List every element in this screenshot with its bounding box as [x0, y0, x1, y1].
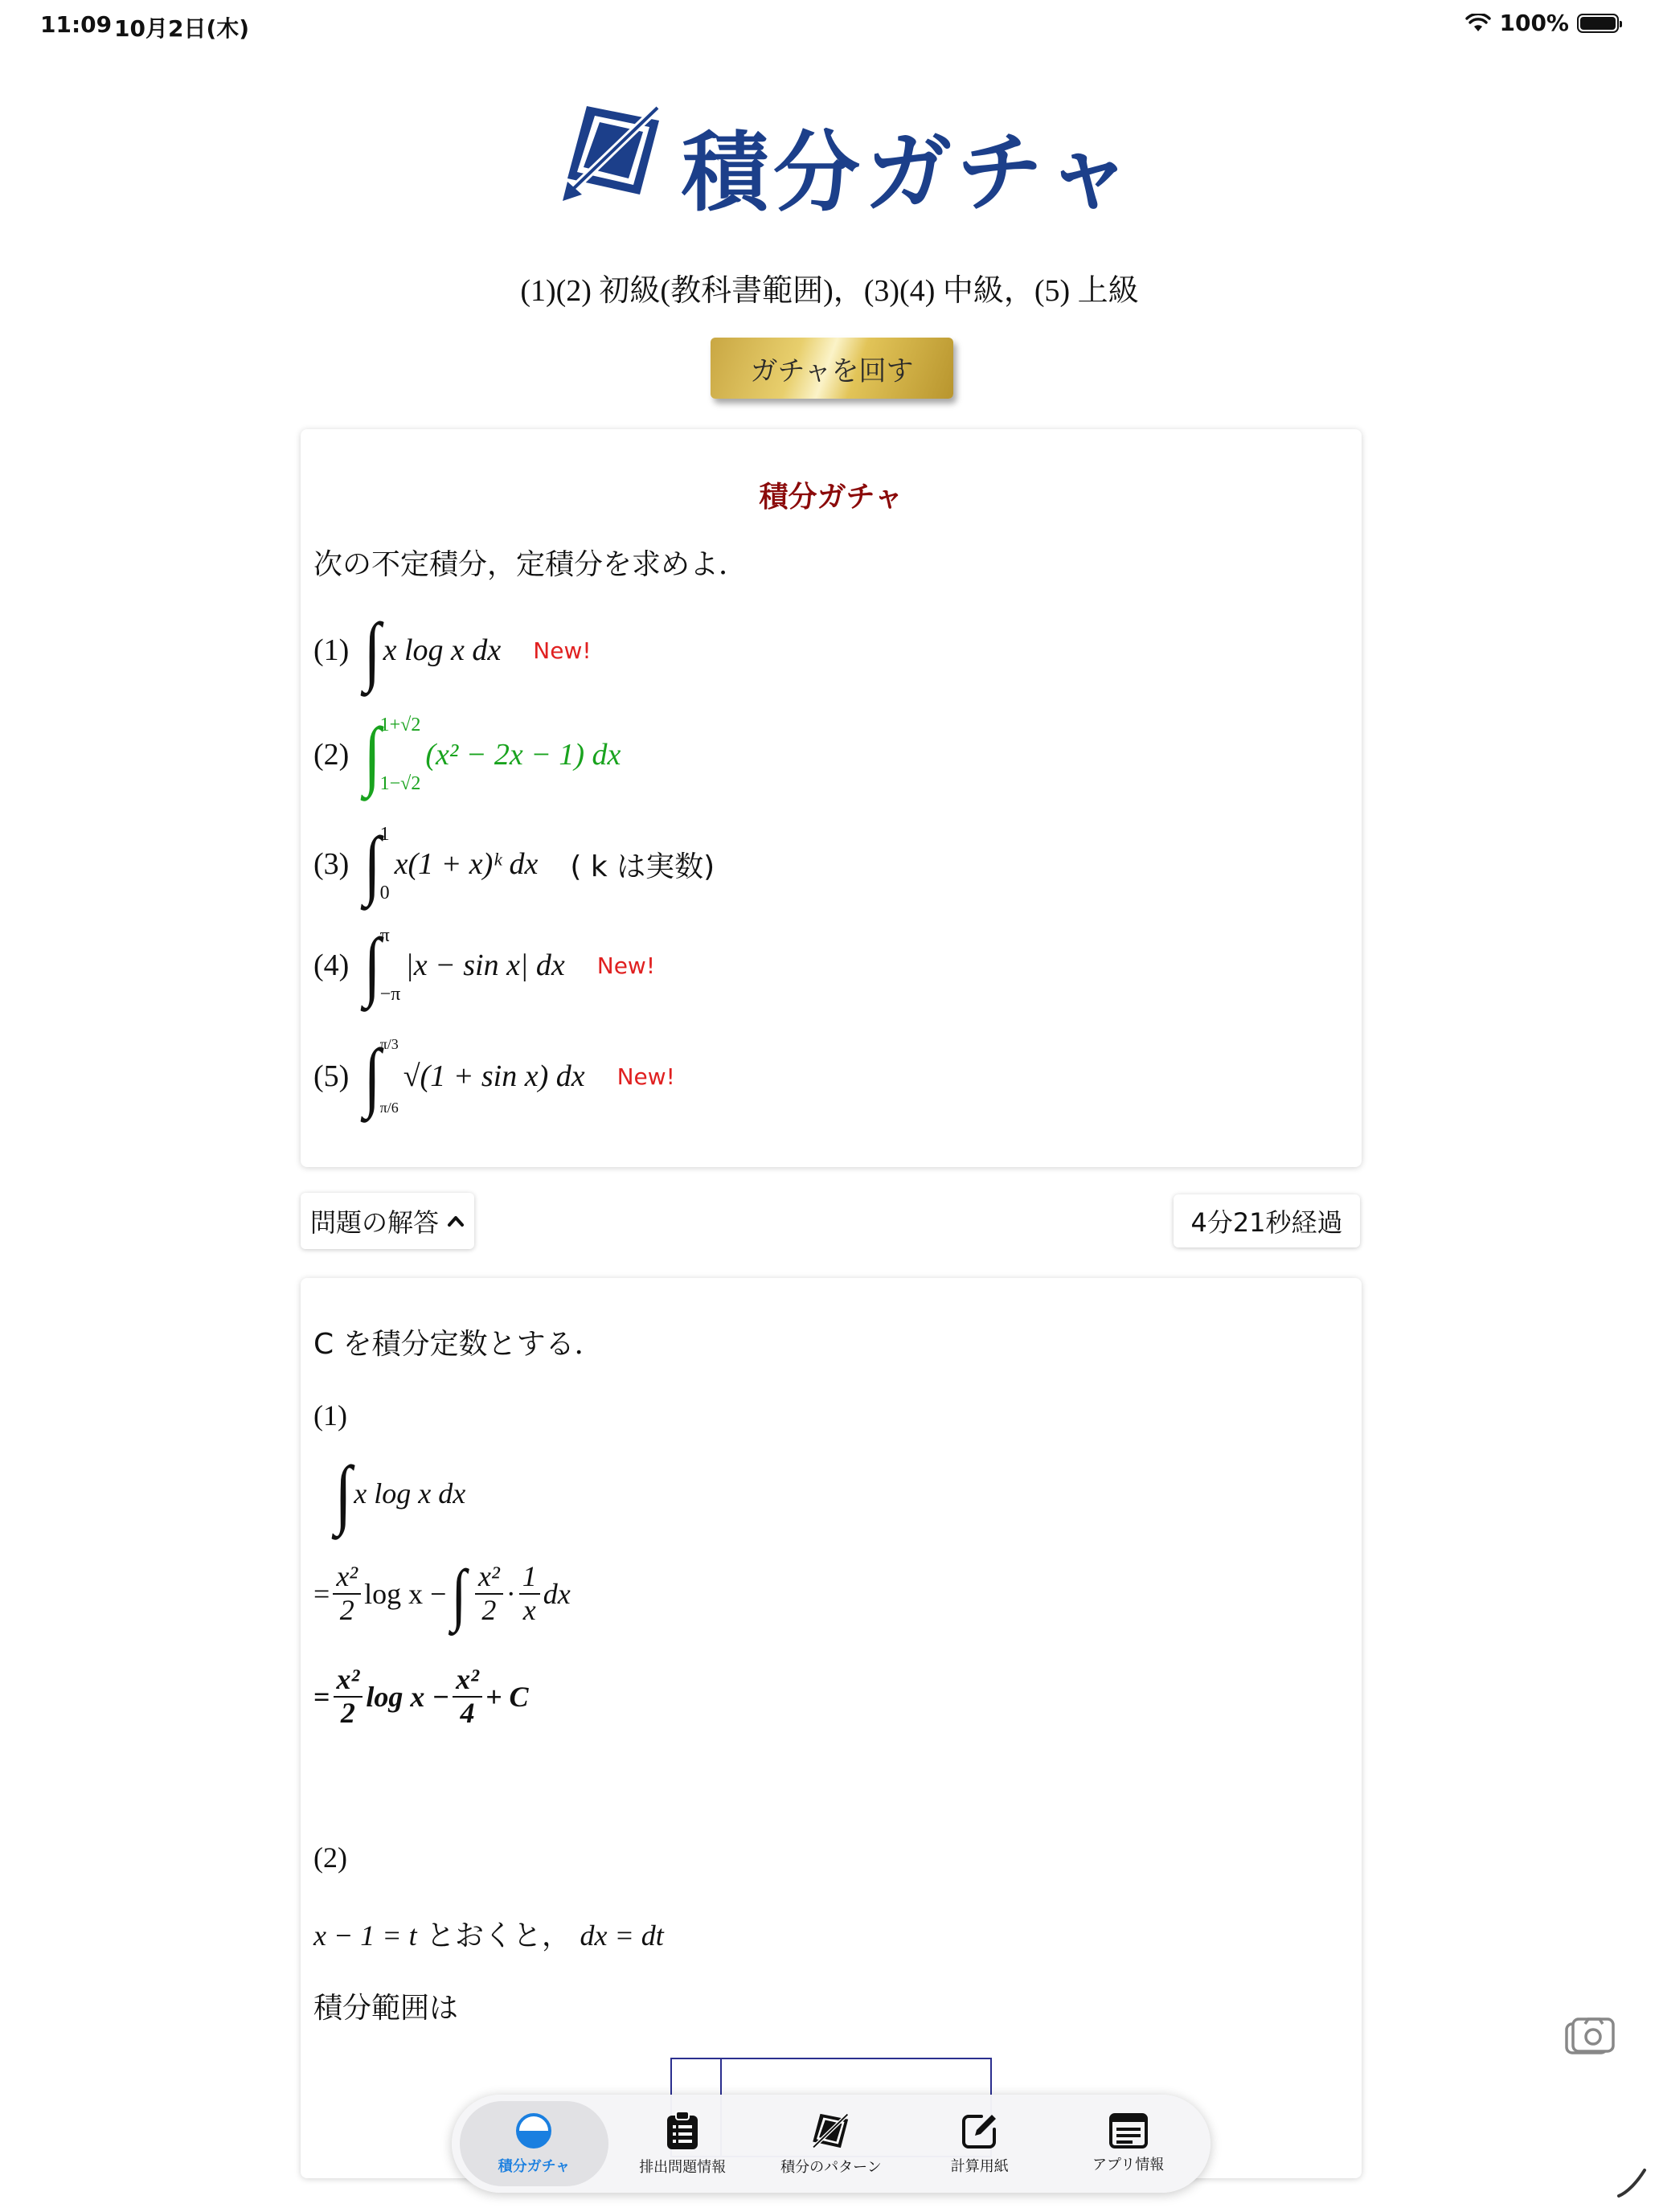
- integral-limits: [380, 715, 421, 795]
- tab-integral-patterns[interactable]: [757, 2101, 906, 2186]
- numerator: x²: [475, 1561, 503, 1595]
- solution-text: とおくと，: [426, 1919, 571, 1952]
- wifi-icon: [1465, 14, 1491, 33]
- lower-limit: 0: [379, 883, 390, 903]
- integral-sign: ∫: [363, 1033, 381, 1119]
- problem-number: (5): [313, 1059, 350, 1093]
- problem-expr: x log x dx: [383, 633, 502, 667]
- problem-3: [313, 820, 715, 908]
- pencil-stroke-icon: [1616, 2167, 1648, 2199]
- tab-label: アプリ情報: [1092, 2157, 1165, 2173]
- solution-intro: C を積分定数とする．: [313, 1328, 604, 1361]
- problem-4: [313, 921, 655, 1010]
- status-time: 11:09: [40, 11, 113, 38]
- fraction: [334, 1664, 363, 1729]
- tab-scratch-paper[interactable]: [905, 2101, 1054, 2186]
- numerator: x²: [334, 1664, 363, 1698]
- fraction: [475, 1561, 503, 1626]
- solution-expr: dx: [543, 1578, 571, 1610]
- elapsed-timer: 4分21秒経過: [1174, 1194, 1360, 1247]
- fraction: [453, 1664, 482, 1729]
- solution-p1-line2: [313, 1555, 571, 1632]
- problem-intro: 次の不定積分，定積分を求めよ．: [313, 548, 748, 581]
- chevron-up-icon: [447, 1215, 465, 1227]
- integral-limits: [380, 925, 401, 1006]
- solution-p1-label: (1): [313, 1399, 347, 1432]
- problem-number: (1): [313, 633, 350, 667]
- tab-label: 計算用紙: [950, 2158, 1009, 2175]
- numerator: x²: [453, 1664, 482, 1698]
- denominator: 2: [340, 1696, 355, 1729]
- cdot: ·: [506, 1578, 516, 1610]
- solution-expr: log x −: [364, 1578, 447, 1610]
- camera-icon[interactable]: [1564, 2016, 1616, 2058]
- upper-limit: π: [379, 925, 390, 946]
- new-badge: New!: [596, 952, 656, 979]
- problem-1: [313, 606, 592, 694]
- solution-p2-line2: 積分範囲は: [313, 1992, 459, 2025]
- solution-expr: + C: [485, 1680, 529, 1713]
- integral-sign: ∫: [334, 1450, 352, 1536]
- battery-icon: [1577, 14, 1619, 33]
- solution-p1-line3: [313, 1664, 528, 1729]
- numerator: 1: [519, 1561, 540, 1595]
- tab-integral-gacha[interactable]: [460, 2101, 608, 2186]
- equals-sign: =: [313, 1680, 330, 1713]
- tab-drawn-problems[interactable]: [608, 2101, 757, 2186]
- app-logo: [563, 95, 1137, 223]
- lower-limit: 1−√2: [379, 773, 421, 794]
- integral-sign: ∫: [363, 607, 381, 693]
- status-date: 10月2日(木): [114, 15, 250, 42]
- problem-5: [313, 1032, 675, 1120]
- tab-label: 積分ガチャ: [498, 2158, 571, 2175]
- problem-2: [313, 711, 621, 799]
- logo-mark-icon: [810, 2111, 852, 2151]
- solution-p2-line1: [313, 1913, 664, 1954]
- upper-limit: 1+√2: [379, 715, 421, 735]
- newspaper-icon: [1109, 2113, 1148, 2149]
- answer-toggle-label: 問題の解答: [309, 1207, 439, 1238]
- status-right: [1465, 10, 1619, 36]
- denominator: 2: [481, 1594, 497, 1626]
- tab-label: 排出問題情報: [639, 2159, 727, 2176]
- lower-limit: −π: [379, 984, 401, 1005]
- problem-card: [301, 429, 1362, 1167]
- solution-expr: dx = dt: [580, 1919, 664, 1952]
- denominator: x: [522, 1594, 536, 1626]
- clipboard-list-icon: [665, 2111, 700, 2151]
- upper-limit: 1: [379, 824, 390, 845]
- problem-number: (2): [313, 738, 350, 772]
- lower-limit: π/6: [379, 1100, 399, 1116]
- solution-expr: log x −: [366, 1680, 450, 1713]
- problem-expr: x(1 + x)ᵏ dx: [394, 847, 539, 881]
- battery-percent: 100%: [1499, 10, 1569, 36]
- numerator: x²: [333, 1561, 361, 1595]
- status-bar: [0, 0, 1659, 51]
- spin-gacha-button[interactable]: ガチャを回す: [711, 338, 953, 399]
- integral-sign: ∫: [363, 711, 381, 797]
- new-badge: New!: [533, 637, 592, 664]
- answer-toggle-button[interactable]: [301, 1193, 474, 1249]
- solution-p1-line1: [333, 1450, 466, 1536]
- problem-expr: |x − sin x| dx: [405, 948, 565, 982]
- integral-sign: ∫: [451, 1555, 467, 1632]
- new-badge: New!: [616, 1063, 675, 1090]
- solution-card: [301, 1278, 1362, 2178]
- integral-limits: [380, 1036, 399, 1116]
- denominator: 2: [339, 1594, 354, 1626]
- square-pencil-icon: [961, 2112, 999, 2150]
- level-subtitle: (1)(2) 初級(教科書範囲)，(3)(4) 中級，(5) 上級: [520, 274, 1139, 308]
- upper-limit: π/3: [379, 1036, 399, 1052]
- solution-expr: x log x dx: [354, 1477, 466, 1509]
- tab-label: 積分のパターン: [780, 2159, 882, 2176]
- tab-app-info[interactable]: [1054, 2101, 1202, 2186]
- fraction: [333, 1561, 361, 1626]
- problem-note: ( k は実数): [570, 850, 715, 883]
- problem-number: (3): [313, 847, 350, 881]
- tab-bar: [452, 2095, 1210, 2193]
- problem-expr: √(1 + sin x) dx: [403, 1059, 585, 1093]
- solution-expr: x − 1 = t: [313, 1919, 417, 1952]
- problem-card-title: 積分ガチャ: [759, 481, 903, 514]
- integral-sign: ∫: [363, 922, 381, 1008]
- logo-mark-icon: [563, 98, 667, 203]
- integral-limits: [380, 824, 390, 904]
- logo-text: 積分ガチャ: [682, 123, 1137, 223]
- integral-sign: ∫: [363, 821, 381, 907]
- problem-expr: (x² − 2x − 1) dx: [425, 738, 621, 772]
- half-circle-icon: [514, 2112, 553, 2150]
- problem-number: (4): [313, 948, 350, 982]
- equals-sign: =: [313, 1578, 330, 1610]
- solution-p2-label: (2): [313, 1841, 347, 1874]
- fraction: [519, 1561, 540, 1626]
- denominator: 4: [460, 1696, 475, 1729]
